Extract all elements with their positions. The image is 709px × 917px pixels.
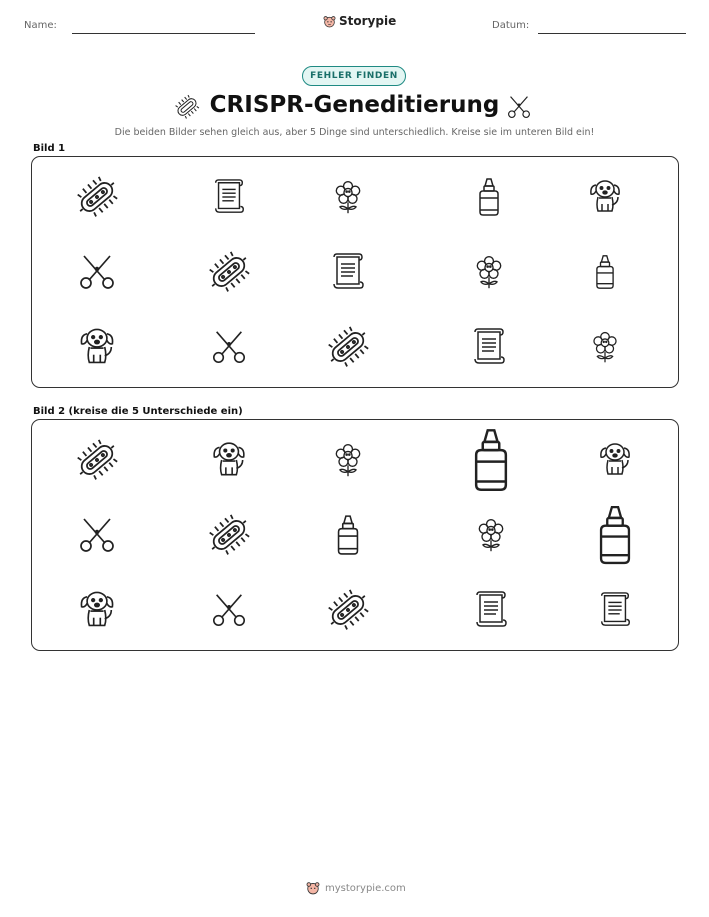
name-label: Name:	[24, 20, 57, 31]
bacterium-icon	[75, 175, 119, 219]
scroll-icon	[210, 178, 248, 216]
scroll-icon[interactable]	[596, 591, 634, 629]
flower-icon	[330, 179, 366, 215]
scissors-icon	[210, 328, 248, 366]
flower-icon	[471, 254, 507, 290]
brand-logo	[323, 14, 396, 28]
brand-name: Storypie	[339, 14, 397, 28]
puppy-icon	[585, 177, 625, 217]
bottle-icon	[469, 177, 509, 217]
bacterium-icon[interactable]	[326, 588, 370, 632]
date-label: Datum:	[492, 20, 530, 31]
scroll-icon[interactable]	[471, 590, 511, 630]
flower-icon[interactable]	[330, 442, 366, 478]
picture2-panel[interactable]	[31, 419, 679, 651]
bacterium-icon	[207, 250, 251, 294]
scissors-icon[interactable]	[77, 515, 117, 555]
scroll-icon	[328, 252, 368, 292]
scroll-icon	[469, 327, 509, 367]
puppy-icon[interactable]	[208, 439, 250, 481]
puppy-icon[interactable]	[75, 588, 119, 632]
bacterium-icon[interactable]	[75, 438, 119, 482]
flower-icon	[588, 330, 622, 364]
scissors-icon	[77, 252, 117, 292]
picture1-panel	[31, 156, 679, 388]
flower-icon[interactable]	[473, 517, 509, 553]
name-field[interactable]	[72, 33, 255, 34]
category-badge: FEHLER FINDEN	[302, 66, 406, 86]
picture2-label: Bild 2 (kreise die 5 Unterschiede ein)	[33, 406, 243, 417]
bottle-icon[interactable]	[327, 514, 369, 556]
footer-url[interactable]: mystorypie.com	[325, 882, 406, 894]
scissors-icon[interactable]	[210, 591, 248, 629]
bottle-icon[interactable]	[584, 504, 646, 566]
scissors-icon	[506, 94, 532, 124]
bottle-icon[interactable]	[458, 427, 524, 493]
picture1-label: Bild 1	[33, 143, 66, 154]
date-field[interactable]	[538, 33, 686, 34]
footer	[306, 881, 406, 895]
puppy-icon[interactable]	[595, 440, 635, 480]
bottle-icon	[587, 254, 623, 290]
storypie-mascot-icon	[323, 15, 336, 28]
page-title: CRISPR-Geneditierung	[209, 92, 500, 118]
bacterium-icon[interactable]	[207, 513, 251, 557]
instructions: Die beiden Bilder sehen gleich aus, aber 5 Dinge sind unterschiedlich. Kreise sie im unteren Bild ein!	[114, 127, 595, 138]
bacterium-icon	[326, 325, 370, 369]
puppy-icon	[75, 325, 119, 369]
storypie-mascot-icon	[306, 881, 320, 895]
